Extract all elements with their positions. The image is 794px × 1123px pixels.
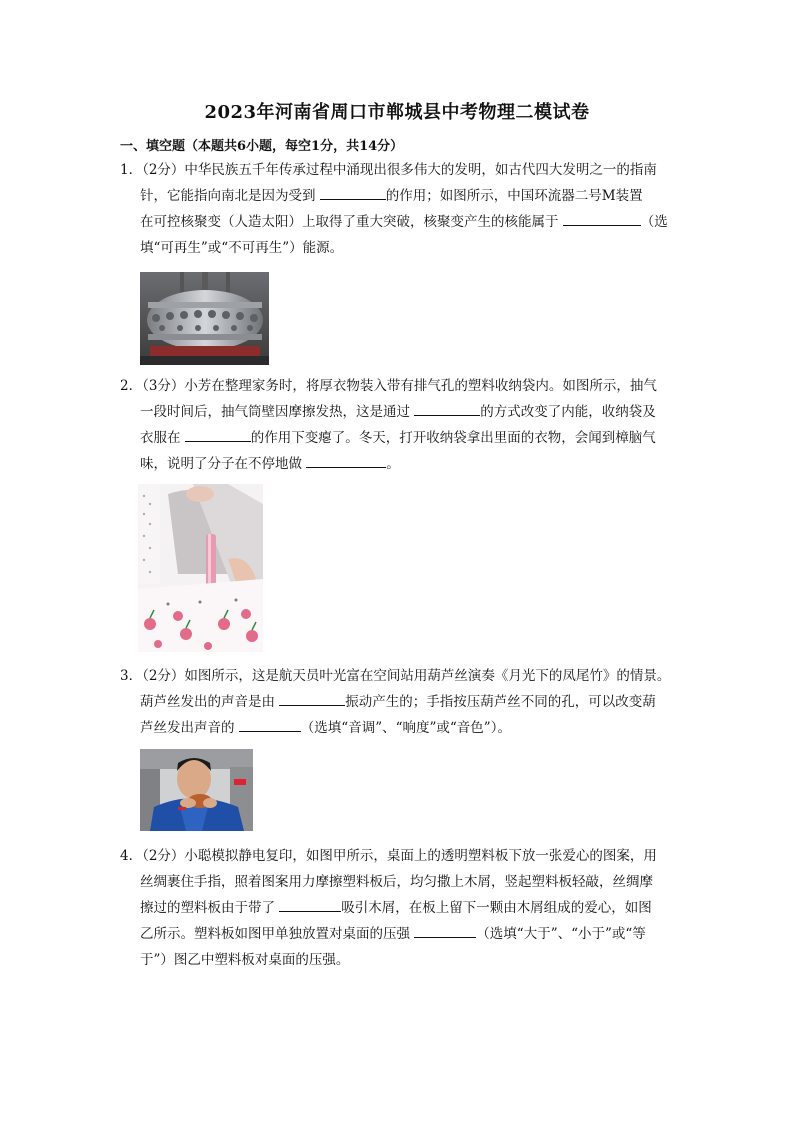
question-3 <box>120 663 676 741</box>
section-heading: 一、填空题（本题共6小题，每空1分，共14分） <box>120 139 404 154</box>
q4-text-a: 擦过的塑料板由于带了 <box>140 900 275 916</box>
q3-blank-1[interactable] <box>279 691 345 706</box>
q2-text-e: 味，说明了分子在不停地做 <box>140 456 302 472</box>
q1-line-2 <box>120 183 676 209</box>
q4-blank-2[interactable] <box>414 923 476 938</box>
q1-text-c: 在可控核聚变（人造太阳）上取得了重大突破，核聚变产生的核能属于 <box>140 214 559 230</box>
q4-blank-1[interactable] <box>279 897 341 912</box>
q2-line-4 <box>120 451 676 477</box>
q1-line-1: 1．（2分）中华民族五千年传承过程中涌现出很多伟大的发明，如古代四大发明之一的指南 <box>120 162 657 178</box>
q1-blank-2[interactable] <box>563 211 641 226</box>
q3-line-1: 3．（2分）如图所示，这是航天员叶光富在空间站用葫芦丝演奏《月光下的凤尾竹》的情景。 <box>120 668 671 684</box>
q4-line-5: 于”）图乙中塑料板对桌面的压强。 <box>140 952 350 968</box>
q4-line-2: 丝绸裹住手指，照着图案用力摩擦塑料板后，均匀撒上木屑，竖起塑料板轻敲，丝绸摩 <box>140 874 653 890</box>
q2-blank-1[interactable] <box>414 401 480 416</box>
storage-bag-photo <box>138 484 263 652</box>
q4-text-b: 吸引木屑，在板上留下一颗由木屑组成的爱心，如图 <box>341 900 652 916</box>
q4-text-c: 乙所示。塑料板如图甲单独放置对桌面的压强 <box>140 926 410 942</box>
astronaut-photo <box>140 749 253 831</box>
tokamak-photo <box>140 272 269 365</box>
q2-line-1: 2．（3分）小芳在整理家务时，将厚衣物装入带有排气孔的塑料收纳袋内。如图所示，抽气 <box>120 378 657 394</box>
question-1 <box>120 157 676 261</box>
q2-text-c: 衣服在 <box>140 430 181 446</box>
q1-line-3 <box>120 209 676 235</box>
q2-line-2 <box>120 399 676 425</box>
q2-text-d: 的作用下变瘪了。冬天，打开收纳袋拿出里面的衣物，会闻到樟脑气 <box>250 430 656 446</box>
q3-text-d: （选填“音调”、“响度”或“音色”）。 <box>300 720 511 736</box>
q1-text-a: 针，它能指向南北是因为受到 <box>140 188 316 204</box>
q1-blank-1[interactable] <box>320 185 386 200</box>
q4-line-3 <box>120 895 676 921</box>
question-2 <box>120 373 676 477</box>
q4-line-1: 4．（2分）小聪模拟静电复印，如图甲所示，桌面上的透明塑料板下放一张爱心的图案，用 <box>120 848 657 864</box>
q1-line-4: 填“可再生”或“不可再生”）能源。 <box>140 240 344 256</box>
q2-blank-2[interactable] <box>185 427 251 442</box>
q4-text-d: （选填“大于”、“小于”或“等 <box>476 926 646 942</box>
q3-blank-2[interactable] <box>239 717 301 732</box>
q2-text-f: 。 <box>386 456 400 472</box>
page-title: 2023年河南省周口市郸城县中考物理二模试卷 <box>204 102 590 123</box>
q2-text-b: 的方式改变了内能，收纳袋及 <box>480 404 656 420</box>
q4-line-4 <box>120 921 676 947</box>
question-4 <box>120 843 676 973</box>
q3-text-b: 振动产生的；手指按压葫芦丝不同的孔，可以改变葫 <box>345 694 656 710</box>
q2-text-a: 一段时间后，抽气筒壁因摩擦发热，这是通过 <box>140 404 410 420</box>
q2-blank-3[interactable] <box>306 453 386 468</box>
q3-text-a: 葫芦丝发出的声音是由 <box>140 694 275 710</box>
q1-text-b: 的作用；如图所示，中国环流器二号M装置 <box>385 188 643 204</box>
q3-text-c: 芦丝发出声音的 <box>140 720 235 736</box>
q1-text-d: （选 <box>640 214 668 230</box>
q2-line-3 <box>120 425 676 451</box>
q3-line-2 <box>120 689 676 715</box>
q3-line-3 <box>120 715 676 741</box>
